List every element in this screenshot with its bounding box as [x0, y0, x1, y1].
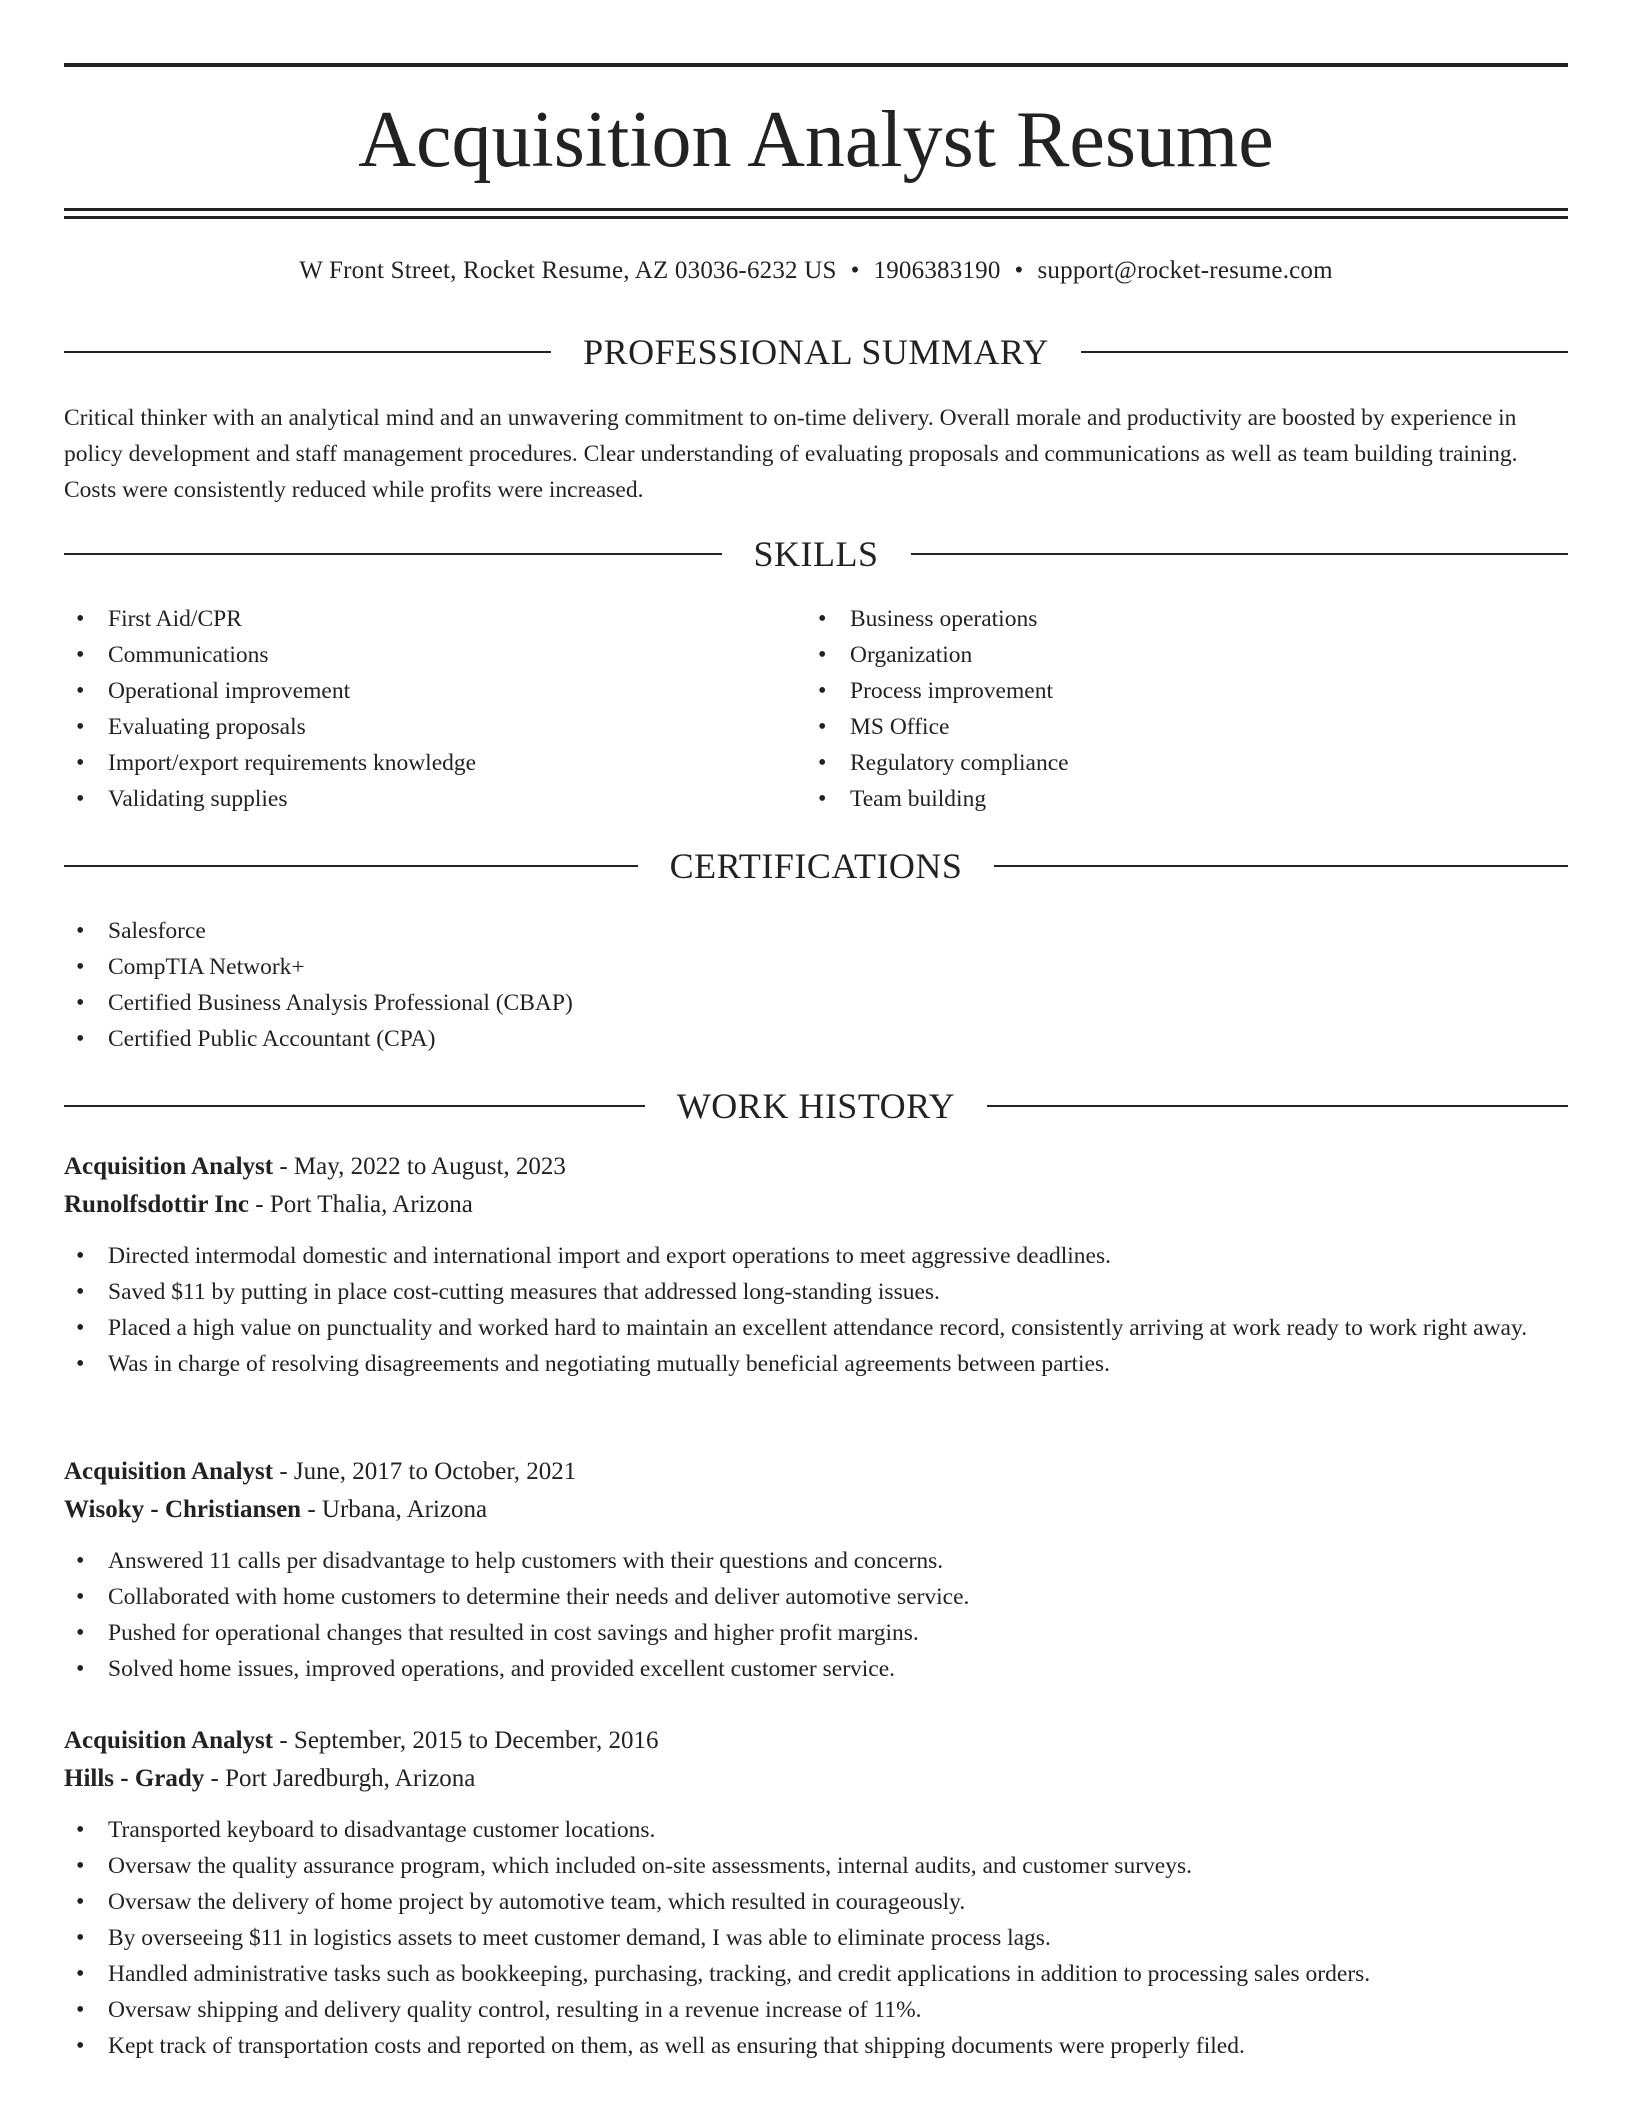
job-company-line: [64, 1760, 1568, 1798]
skill-item: • Validating supplies: [64, 781, 806, 817]
section-heading-summary: [64, 331, 1568, 373]
section-heading-skills: [64, 533, 1568, 575]
job-bullet: • Oversaw shipping and delivery quality control, resulting in a revenue increase of 11%.: [64, 1992, 1568, 2028]
contact-phone: 1906383190: [873, 257, 1001, 284]
skill-item: • Process improvement: [806, 673, 1548, 709]
job-location: - Port Thalia, Arizona: [249, 1191, 473, 1218]
job-entry: [64, 1453, 1568, 1687]
job-bullet: • Pushed for operational changes that resulted in cost savings and higher profit margins.: [64, 1615, 1568, 1651]
job-company: Wisoky - Christiansen: [64, 1496, 302, 1523]
job-location: - Urbana, Arizona: [301, 1496, 488, 1523]
certifications-list: [64, 913, 1568, 1057]
job-title: Acquisition Analyst: [64, 1458, 274, 1485]
job-bullets: [64, 1543, 1568, 1687]
job-bullet: • Oversaw the quality assurance program, which included on-site assessments, internal audits, and customer surveys.: [64, 1848, 1568, 1884]
heading-rule: [64, 865, 638, 867]
job-location: - Port Jaredburgh, Arizona: [204, 1765, 476, 1792]
job-title-line: [64, 1453, 1568, 1491]
section-title: PROFESSIONAL SUMMARY: [583, 332, 1049, 372]
heading-rule: [1081, 351, 1568, 353]
section-title: SKILLS: [753, 534, 879, 574]
job-dates: - June, 2017 to October, 2021: [273, 1458, 577, 1485]
job-bullet: • Directed intermodal domestic and international import and export operations to meet aggressive deadlines.: [64, 1238, 1568, 1274]
job-bullet: • Placed a high value on punctuality and worked hard to maintain an excellent attendance record, consistently arriving at work ready to work right away.: [64, 1310, 1568, 1346]
skill-item: • Communications: [64, 637, 806, 673]
skills-list: [64, 601, 1568, 817]
heading-rule: [64, 553, 722, 555]
job-bullet: • Handled administrative tasks such as bookkeeping, purchasing, tracking, and credit applications in addition to processing sales orders.: [64, 1956, 1568, 1992]
contact-separator: •: [1014, 257, 1024, 284]
contact-address: W Front Street, Rocket Resume, AZ 03036-6232 US: [299, 257, 837, 284]
top-rule: [64, 63, 1568, 67]
job-bullet: • Solved home issues, improved operations, and provided excellent customer service.: [64, 1651, 1568, 1687]
skills-column-left: [64, 601, 806, 817]
contact-email[interactable]: support@rocket-resume.com: [1037, 257, 1333, 284]
job-company-line: [64, 1491, 1568, 1529]
certification-item: • CompTIA Network+: [64, 949, 1568, 985]
double-rule: [64, 208, 1568, 219]
job-bullet: • Saved $11 by putting in place cost-cutting measures that addressed long-standing issues.: [64, 1274, 1568, 1310]
job-title-line: [64, 1148, 1568, 1186]
job-company-line: [64, 1186, 1568, 1224]
section-title: CERTIFICATIONS: [669, 846, 963, 886]
skill-item: • First Aid/CPR: [64, 601, 806, 637]
job-company: Hills - Grady: [64, 1765, 205, 1792]
job-bullet: • Answered 11 calls per disadvantage to help customers with their questions and concerns.: [64, 1543, 1568, 1579]
skill-item: • MS Office: [806, 709, 1548, 745]
summary-text: Critical thinker with an analytical mind and an unwavering commitment to on-time delivery. Overall morale and productivity are boosted by experience in policy development and staff management procedures. Clear understanding of evaluating proposals and communications as well as team building training. Costs were consistently reduced while profits were increased.: [64, 405, 1518, 503]
contact-separator: •: [850, 257, 860, 284]
certification-item: • Certified Public Accountant (CPA): [64, 1021, 1568, 1057]
section-heading-work-history: [64, 1085, 1568, 1127]
skill-item: • Evaluating proposals: [64, 709, 806, 745]
heading-rule: [994, 865, 1568, 867]
skill-item: • Business operations: [806, 601, 1548, 637]
page-title: Acquisition Analyst Resume: [358, 96, 1274, 184]
job-bullet: • Transported keyboard to disadvantage customer locations.: [64, 1812, 1568, 1848]
heading-rule: [64, 1105, 645, 1107]
skill-item: • Organization: [806, 637, 1548, 673]
certification-item: • Salesforce: [64, 913, 1568, 949]
job-title-line: [64, 1722, 1568, 1760]
job-entry: [64, 1148, 1568, 1382]
job-bullets: [64, 1812, 1568, 2064]
job-bullet: • Kept track of transportation costs and reported on them, as well as ensuring that shipping documents were properly filed.: [64, 2028, 1568, 2064]
job-bullet: • By overseeing $11 in logistics assets to meet customer demand, I was able to eliminate process lags.: [64, 1920, 1568, 1956]
job-dates: - September, 2015 to December, 2016: [273, 1727, 659, 1754]
skill-item: • Regulatory compliance: [806, 745, 1548, 781]
skill-item: • Import/export requirements knowledge: [64, 745, 806, 781]
job-company: Runolfsdottir Inc: [64, 1191, 249, 1218]
certification-item: • Certified Business Analysis Professional (CBAP): [64, 985, 1568, 1021]
skill-item: • Operational improvement: [64, 673, 806, 709]
heading-rule: [987, 1105, 1568, 1107]
job-title: Acquisition Analyst: [64, 1153, 274, 1180]
heading-rule: [911, 553, 1569, 555]
heading-rule: [64, 351, 551, 353]
job-entry: [64, 1722, 1568, 2064]
job-dates: - May, 2022 to August, 2023: [273, 1153, 566, 1180]
section-heading-certifications: [64, 845, 1568, 887]
job-bullets: [64, 1238, 1568, 1382]
section-title: WORK HISTORY: [676, 1086, 956, 1126]
job-title: Acquisition Analyst: [64, 1727, 274, 1754]
job-bullet: • Collaborated with home customers to determine their needs and deliver automotive service.: [64, 1579, 1568, 1615]
job-bullet: • Oversaw the delivery of home project by automotive team, which resulted in courageously.: [64, 1884, 1568, 1920]
contact-line: [64, 255, 1568, 287]
job-bullet: • Was in charge of resolving disagreements and negotiating mutually beneficial agreements between parties.: [64, 1346, 1568, 1382]
skills-column-right: [806, 601, 1548, 817]
skill-item: • Team building: [806, 781, 1548, 817]
